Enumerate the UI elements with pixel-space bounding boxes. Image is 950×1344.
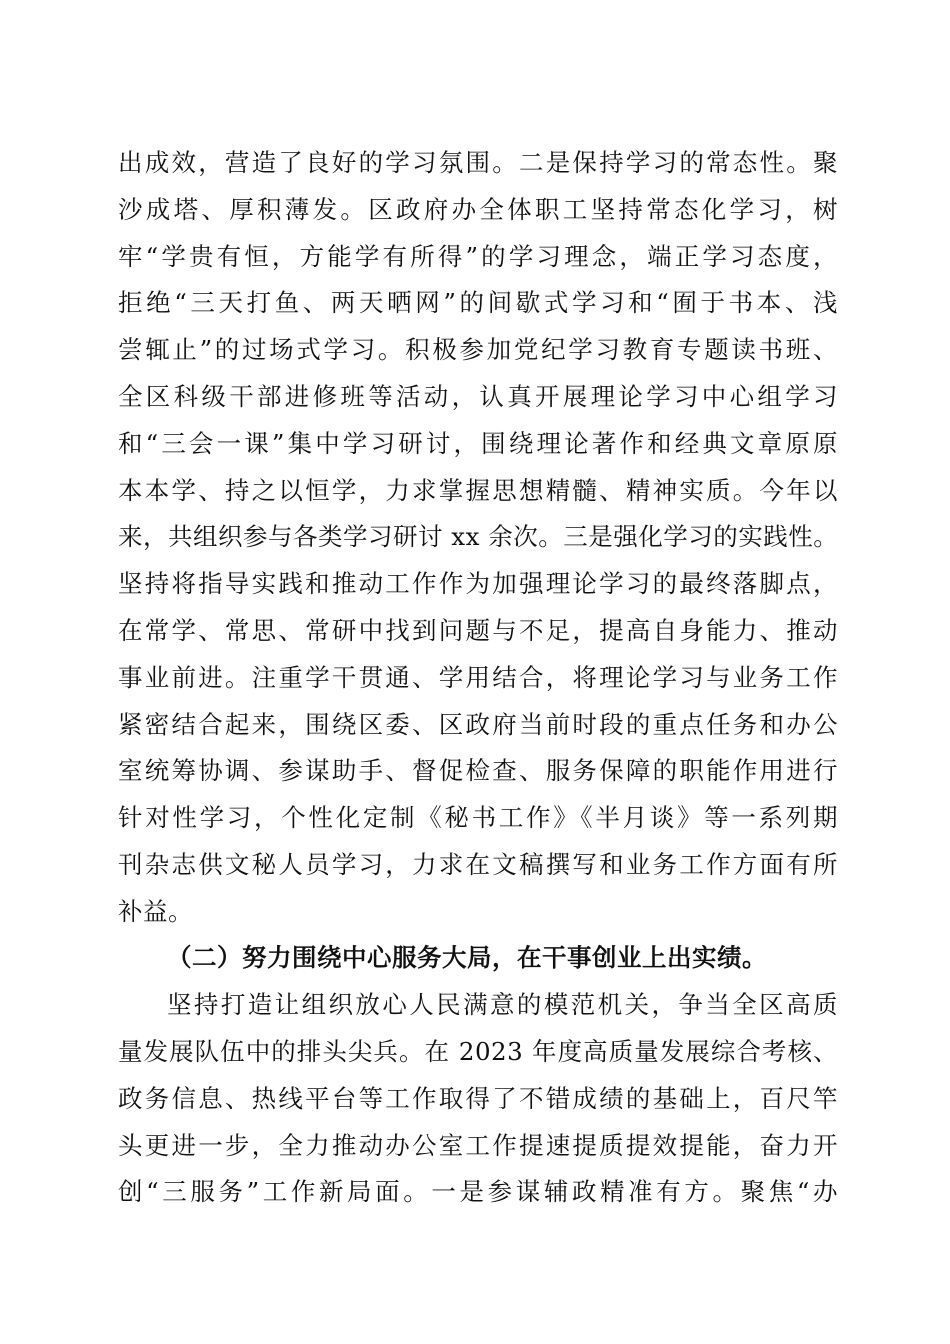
paragraph-line: 紧密结合起来，围绕区委、区政府当前时段的重点任务和办公 [118, 710, 838, 739]
paragraph-line: 头更进一步，全力推动办公室工作提速提质提效提能，奋力开 [118, 1131, 838, 1160]
paragraph-line: 在常学、常思、常研中找到问题与不足，提高自身能力、推动 [118, 616, 838, 645]
paragraph-line: 创“三服务”工作新局面。一是参谋辅政精准有方。聚焦“办 [118, 1177, 838, 1206]
paragraph-line: 量发展队伍中的排头尖兵。在 2023 年度高质量发展综合考核、 [118, 1037, 838, 1066]
paragraph-line: 和“三会一课”集中学习研讨，围绕理论著作和经典文章原原 [118, 429, 838, 458]
paragraph-line: 坚持将指导实践和推动工作作为加强理论学习的最终落脚点， [118, 569, 838, 598]
paragraph-line: 尝辄止”的过场式学习。积极参加党纪学习教育专题读书班、 [118, 335, 838, 364]
paragraph-line: 针对性学习，个性化定制《秘书工作》《半月谈》等一系列期 [118, 803, 838, 832]
paragraph-line: 坚持打造让组织放心人民满意的模范机关，争当全区高质 [167, 990, 838, 1019]
paragraph-line: 出成效，营造了良好的学习氛围。二是保持学习的常态性。聚 [118, 148, 838, 177]
paragraph-line: 本本学、持之以恒学，力求掌握思想精髓、精神实质。今年以 [118, 476, 838, 505]
paragraph-line: 室统筹协调、参谋助手、督促检查、服务保障的职能作用进行 [118, 756, 838, 785]
paragraph-line: 政务信息、热线平台等工作取得了不错成绩的基础上，百尺竿 [118, 1084, 838, 1113]
paragraph-line: 牢“学贵有恒，方能学有所得”的学习理念，端正学习态度， [118, 242, 838, 271]
paragraph-line: 沙成塔、厚积薄发。区政府办全体职工坚持常态化学习，树 [118, 195, 838, 224]
section-heading: （二）努力围绕中心服务大局，在干事创业上出实绩。 [167, 943, 767, 972]
paragraph-line: 补益。 [118, 897, 193, 926]
paragraph-line: 拒绝“三天打鱼、两天晒网”的间歇式学习和“囿于书本、浅 [118, 288, 838, 317]
paragraph-line: 来，共组织参与各类学习研讨 xx 余次。三是强化学习的实践性。 [118, 522, 839, 551]
paragraph-line: 刊杂志供文秘人员学习，力求在文稿撰写和业务工作方面有所 [118, 850, 838, 879]
paragraph-line: 事业前进。注重学干贯通、学用结合，将理论学习与业务工作 [118, 663, 838, 692]
paragraph-line: 全区科级干部进修班等活动，认真开展理论学习中心组学习 [118, 382, 838, 411]
